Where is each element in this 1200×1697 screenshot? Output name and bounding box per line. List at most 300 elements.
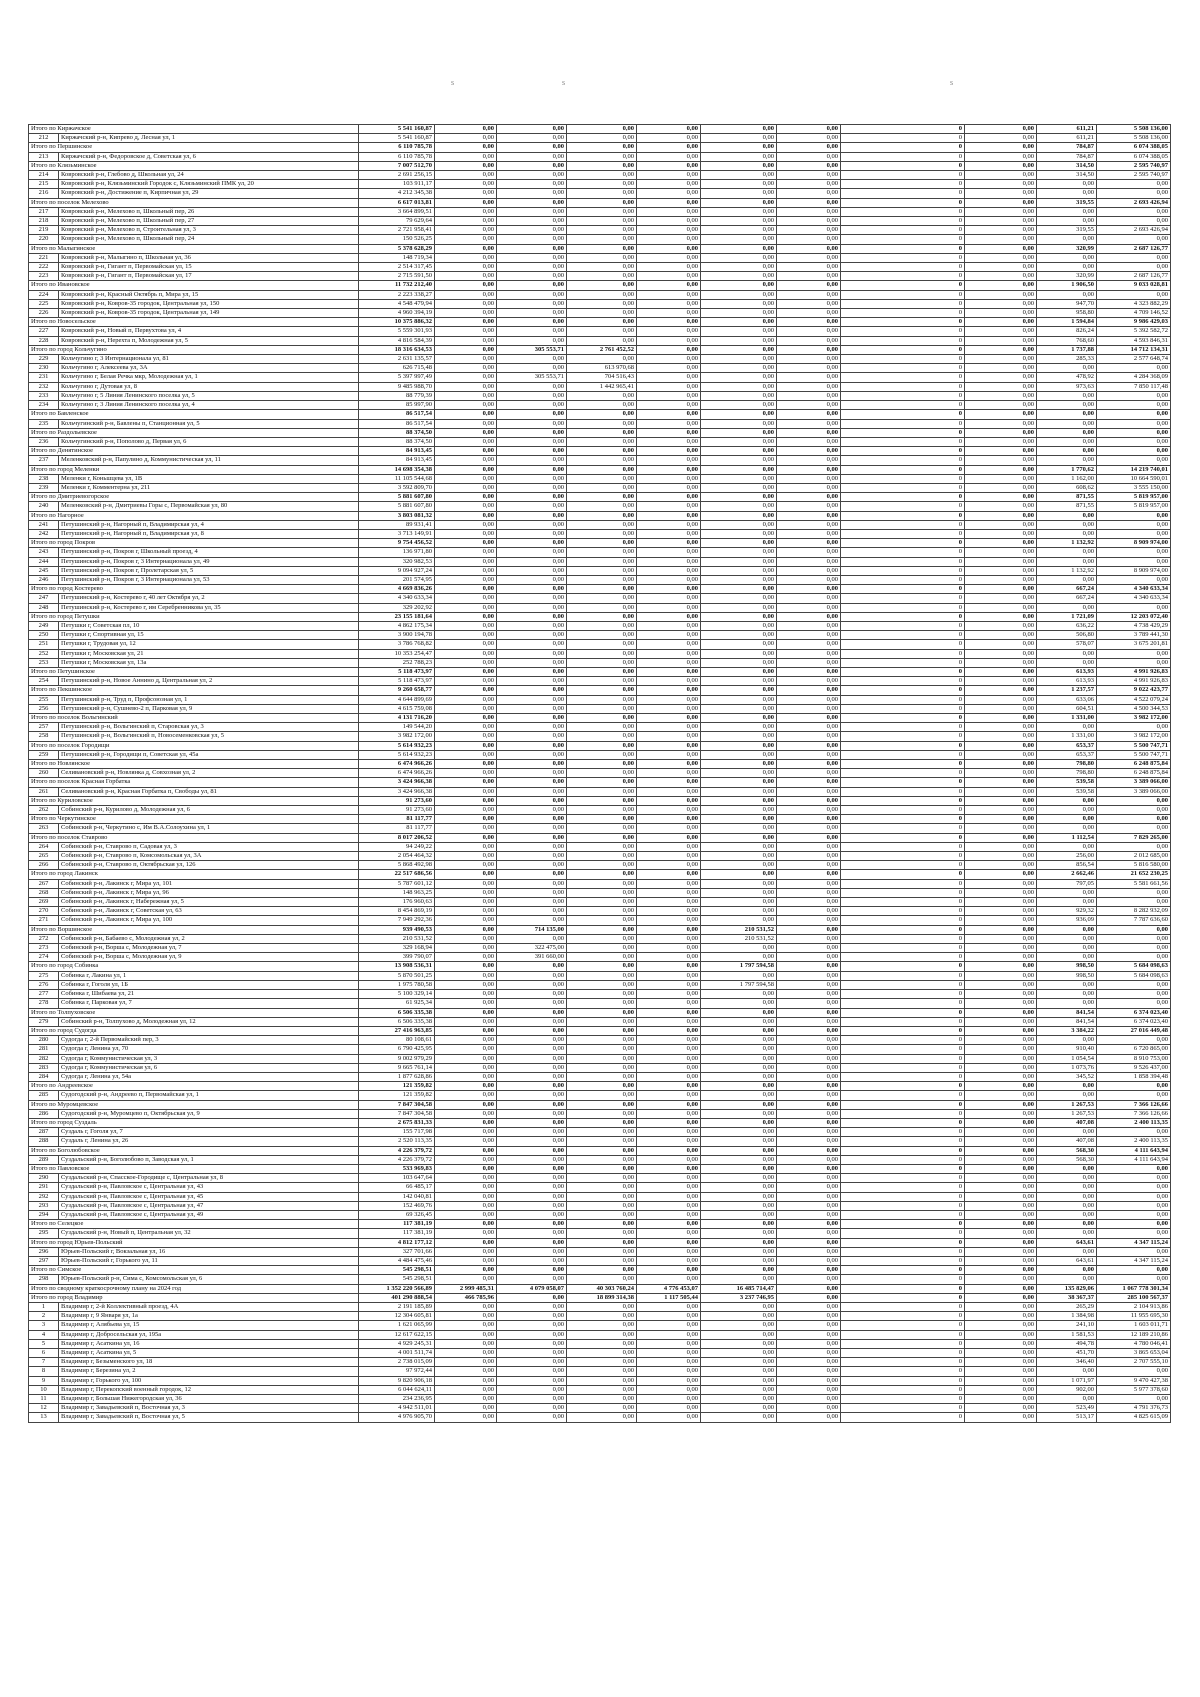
address-cell: Петушинский р-н, Покров г, Пролетарская ул, 5 <box>59 566 359 575</box>
row-number: 228 <box>29 336 59 345</box>
scan-marks <box>0 78 1200 88</box>
value-cell: 0,00 <box>965 778 1037 787</box>
value-cell: 0,00 <box>567 1376 637 1385</box>
value-cell: 0,00 <box>965 852 1037 861</box>
value-cell: 0,00 <box>965 1164 1037 1173</box>
value-cell: 0,00 <box>637 760 701 769</box>
value-cell: 0,00 <box>567 695 637 704</box>
table-row <box>29 1330 1171 1339</box>
value-cell: 0,00 <box>965 529 1037 538</box>
row-number: 254 <box>29 677 59 686</box>
value-cell: 0,00 <box>435 1155 497 1164</box>
value-cell: 0 <box>841 1339 965 1348</box>
row-number: 259 <box>29 750 59 759</box>
table-row <box>29 327 1171 336</box>
value-cell: 0,00 <box>701 281 777 290</box>
value-cell: 0,00 <box>567 1128 637 1137</box>
value-cell: 0,00 <box>567 1192 637 1201</box>
value-cell: 0,00 <box>567 419 637 428</box>
value-cell: 0,00 <box>1037 391 1097 400</box>
value-cell: 0,00 <box>777 1109 841 1118</box>
address-cell: Собинский р-н, Ворша с, Молодежная ул, 7 <box>59 944 359 953</box>
value-cell: 0,00 <box>637 806 701 815</box>
value-cell: 0,00 <box>637 180 701 189</box>
value-cell: 0 <box>841 1026 965 1035</box>
value-cell: 1 906,50 <box>1037 281 1097 290</box>
value-cell: 0,00 <box>1097 1201 1171 1210</box>
value-cell: 0 <box>841 704 965 713</box>
value-cell: 5 684 098,63 <box>1097 971 1171 980</box>
address-cell: Собинский р-н, Лакинск г, Мира ул, 101 <box>59 879 359 888</box>
value-cell: 0,00 <box>637 281 701 290</box>
value-cell: 0,00 <box>567 815 637 824</box>
value-cell: 1 267,53 <box>1037 1109 1097 1118</box>
value-cell: 0,00 <box>1037 1367 1097 1376</box>
value-cell: 4 991 926,83 <box>1097 677 1171 686</box>
value-cell: 0,00 <box>637 1091 701 1100</box>
value-cell: 0,00 <box>567 658 637 667</box>
address-cell: Меленковский р-н, Папулино д, Коммунистическая ул, 11 <box>59 456 359 465</box>
value-cell: 0,00 <box>701 732 777 741</box>
value-cell: 936,09 <box>1037 916 1097 925</box>
value-cell: 0 <box>841 1293 965 1302</box>
value-cell: 0,00 <box>435 1054 497 1063</box>
table-row <box>29 1339 1171 1348</box>
value-cell: 0,00 <box>1037 1183 1097 1192</box>
value-cell: 0,00 <box>777 1210 841 1219</box>
value-cell: 0,00 <box>1097 428 1171 437</box>
value-cell: 0,00 <box>701 658 777 667</box>
value-cell: 0,00 <box>701 1229 777 1238</box>
value-cell: 0,00 <box>435 852 497 861</box>
value-cell: 841,54 <box>1037 1008 1097 1017</box>
value-cell: 0,00 <box>435 134 497 143</box>
value-cell: 0,00 <box>1037 437 1097 446</box>
value-cell: 0 <box>841 1072 965 1081</box>
value-cell: 0,00 <box>701 548 777 557</box>
value-cell: 0,00 <box>637 539 701 548</box>
value-cell: 0,00 <box>567 465 637 474</box>
value-cell: 0,00 <box>497 649 567 658</box>
value-cell: 0,00 <box>965 760 1037 769</box>
value-cell: 89 931,41 <box>359 520 435 529</box>
value-cell: 0,00 <box>777 447 841 456</box>
value-cell: 0,00 <box>701 1164 777 1173</box>
value-cell: 0,00 <box>497 419 567 428</box>
value-cell: 6 074 388,05 <box>1097 143 1171 152</box>
value-cell: 3 592 809,70 <box>359 483 435 492</box>
table-row <box>29 1183 1171 1192</box>
table-row <box>29 787 1171 796</box>
value-cell: 0,00 <box>777 806 841 815</box>
value-cell: 1 331,00 <box>1037 714 1097 723</box>
value-cell: 319,55 <box>1037 198 1097 207</box>
value-cell: 0,00 <box>637 1054 701 1063</box>
value-cell: 0,00 <box>777 474 841 483</box>
value-cell: 0,00 <box>777 649 841 658</box>
subtotal-row <box>29 612 1171 621</box>
value-cell: 1 384,98 <box>1037 1312 1097 1321</box>
row-number: 212 <box>29 134 59 143</box>
value-cell: 0,00 <box>435 686 497 695</box>
value-cell: 0,00 <box>965 382 1037 391</box>
value-cell: 0,00 <box>435 391 497 400</box>
value-cell: 0 <box>841 161 965 170</box>
value-cell: 0 <box>841 1275 965 1284</box>
subtotal-label: Итого по город Судогда <box>29 1026 359 1035</box>
value-cell: 0,00 <box>637 787 701 796</box>
value-cell: 0,00 <box>777 557 841 566</box>
value-cell: 5 819 957,00 <box>1097 493 1171 502</box>
value-cell: 0,00 <box>965 741 1037 750</box>
value-cell: 0,00 <box>497 815 567 824</box>
value-cell: 0,00 <box>637 548 701 557</box>
value-cell: 0,00 <box>701 207 777 216</box>
value-cell: 0,00 <box>435 787 497 796</box>
value-cell: 0 <box>841 1266 965 1275</box>
value-cell: 4 825 615,09 <box>1097 1413 1171 1422</box>
value-cell: 4 001 511,74 <box>359 1349 435 1358</box>
value-cell: 0,00 <box>777 171 841 180</box>
value-cell: 0,00 <box>637 529 701 538</box>
subtotal-label: Итого по Ивановское <box>29 281 359 290</box>
value-cell: 0,00 <box>701 1330 777 1339</box>
subtotal-row <box>29 1164 1171 1173</box>
value-cell: 0,00 <box>965 1036 1037 1045</box>
value-cell: 0,00 <box>435 244 497 253</box>
value-cell: 0,00 <box>435 861 497 870</box>
value-cell: 0,00 <box>637 833 701 842</box>
value-cell: 0,00 <box>777 355 841 364</box>
value-cell: 10 375 886,32 <box>359 318 435 327</box>
value-cell: 0,00 <box>637 1404 701 1413</box>
value-cell: 0,00 <box>637 1109 701 1118</box>
value-cell: 3 900 194,78 <box>359 631 435 640</box>
subtotal-label: Итого по Воршинское <box>29 925 359 934</box>
value-cell: 4 340 633,34 <box>1097 594 1171 603</box>
value-cell: 1 071,97 <box>1037 1376 1097 1385</box>
table-row <box>29 1395 1171 1404</box>
value-cell: 1 267,53 <box>1037 1100 1097 1109</box>
value-cell: 0,00 <box>777 1026 841 1035</box>
value-cell: 0,00 <box>701 226 777 235</box>
value-cell: 0,00 <box>637 1137 701 1146</box>
value-cell: 4 780 046,41 <box>1097 1339 1171 1348</box>
value-cell: 0,00 <box>637 566 701 575</box>
value-cell: 0,00 <box>637 686 701 695</box>
value-cell: 0,00 <box>777 1128 841 1137</box>
value-cell: 0,00 <box>777 309 841 318</box>
value-cell: 0,00 <box>435 1128 497 1137</box>
value-cell: 0,00 <box>965 621 1037 630</box>
address-cell: Петушинский р-н, Городищи п, Советская ул, 45а <box>59 750 359 759</box>
value-cell: 0,00 <box>567 870 637 879</box>
value-cell: 4 284 368,09 <box>1097 373 1171 382</box>
value-cell: 0 <box>841 741 965 750</box>
value-cell: 0,00 <box>701 704 777 713</box>
value-cell: 0,00 <box>701 741 777 750</box>
row-number: 7 <box>29 1358 59 1367</box>
value-cell: 0,00 <box>965 953 1037 962</box>
value-cell: 910,40 <box>1037 1045 1097 1054</box>
value-cell: 0,00 <box>1037 253 1097 262</box>
value-cell: 0,00 <box>1037 364 1097 373</box>
value-cell: 0,00 <box>637 272 701 281</box>
value-cell: 0 <box>841 336 965 345</box>
table-row <box>29 898 1171 907</box>
value-cell: 0,00 <box>637 171 701 180</box>
value-cell: 5 541 160,87 <box>359 134 435 143</box>
value-cell: 285 100 567,37 <box>1097 1293 1171 1302</box>
address-cell: Петушки г, Советская пл, 10 <box>59 621 359 630</box>
table-row <box>29 364 1171 373</box>
value-cell: 0 <box>841 557 965 566</box>
value-cell: 0,00 <box>965 437 1037 446</box>
value-cell: 0,00 <box>777 833 841 842</box>
value-cell: 0,00 <box>637 217 701 226</box>
value-cell: 0 <box>841 603 965 612</box>
value-cell: 0,00 <box>965 483 1037 492</box>
value-cell: 0,00 <box>701 1238 777 1247</box>
value-cell: 345,52 <box>1037 1072 1097 1081</box>
value-cell: 1 858 394,48 <box>1097 1072 1171 1081</box>
value-cell: 0,00 <box>435 888 497 897</box>
row-number: 255 <box>29 695 59 704</box>
value-cell: 4 079 058,07 <box>497 1284 567 1293</box>
value-cell: 0,00 <box>497 401 567 410</box>
value-cell: 973,63 <box>1037 382 1097 391</box>
value-cell: 0,00 <box>701 916 777 925</box>
address-cell: Кольчугинский р-н, Бавлены п, Станционная ул, 5 <box>59 419 359 428</box>
row-number: 224 <box>29 290 59 299</box>
value-cell: 2 595 740,97 <box>1097 171 1171 180</box>
value-cell: 0,00 <box>497 1358 567 1367</box>
value-cell: 81 117,77 <box>359 824 435 833</box>
value-cell: 0,00 <box>637 557 701 566</box>
row-number: 267 <box>29 879 59 888</box>
value-cell: 0,00 <box>1097 529 1171 538</box>
value-cell: 0,00 <box>965 410 1037 419</box>
value-cell: 0 <box>841 778 965 787</box>
value-cell: 0,00 <box>965 125 1037 134</box>
value-cell: 0,00 <box>1097 1036 1171 1045</box>
value-cell: 0,00 <box>435 1312 497 1321</box>
value-cell: 0,00 <box>497 1036 567 1045</box>
value-cell: 0,00 <box>777 667 841 676</box>
value-cell: 0,00 <box>637 1395 701 1404</box>
value-cell: 0,00 <box>1037 207 1097 216</box>
value-cell: 0,00 <box>965 198 1037 207</box>
row-number: 257 <box>29 723 59 732</box>
value-cell: 0,00 <box>777 1072 841 1081</box>
value-cell: 5 500 747,71 <box>1097 741 1171 750</box>
value-cell: 4 593 846,31 <box>1097 336 1171 345</box>
value-cell: 0,00 <box>637 483 701 492</box>
value-cell: 0,00 <box>435 566 497 575</box>
value-cell: 0,00 <box>777 1183 841 1192</box>
value-cell: 0,00 <box>965 217 1037 226</box>
value-cell: 0,00 <box>777 732 841 741</box>
subtotal-row <box>29 410 1171 419</box>
value-cell: 0,00 <box>497 714 567 723</box>
value-cell: 0 <box>841 806 965 815</box>
value-cell: 0,00 <box>701 1183 777 1192</box>
subtotal-label: Итого по город Покров <box>29 539 359 548</box>
subtotal-label: Итого по Новлянское <box>29 760 359 769</box>
value-cell: 0,00 <box>567 483 637 492</box>
value-cell: 0,00 <box>497 198 567 207</box>
value-cell: 0,00 <box>701 888 777 897</box>
value-cell: 0,00 <box>435 1376 497 1385</box>
value-cell: 4 862 175,34 <box>359 621 435 630</box>
value-cell: 0 <box>841 649 965 658</box>
value-cell: 0,00 <box>567 180 637 189</box>
value-cell: 0,00 <box>777 1036 841 1045</box>
value-cell: 0,00 <box>701 999 777 1008</box>
value-cell: 0 <box>841 594 965 603</box>
row-number: 239 <box>29 483 59 492</box>
value-cell: 653,37 <box>1037 741 1097 750</box>
value-cell: 0,00 <box>497 355 567 364</box>
value-cell: 929,32 <box>1037 907 1097 916</box>
value-cell: 0,00 <box>701 391 777 400</box>
subtotal-label: Итого по Симское <box>29 1266 359 1275</box>
value-cell: 0,00 <box>1037 824 1097 833</box>
subtotal-row <box>29 741 1171 750</box>
row-number: 237 <box>29 456 59 465</box>
value-cell: 0 <box>841 1238 965 1247</box>
subtotal-label: Итого по Боголюбовское <box>29 1146 359 1155</box>
value-cell: 0,00 <box>435 870 497 879</box>
value-cell: 0,00 <box>435 1266 497 1275</box>
row-number: 291 <box>29 1183 59 1192</box>
value-cell: 0,00 <box>637 769 701 778</box>
value-cell: 0,00 <box>965 557 1037 566</box>
value-cell: 0,00 <box>435 944 497 953</box>
value-cell: 0,00 <box>435 483 497 492</box>
value-cell: 0,00 <box>637 575 701 584</box>
table-row <box>29 309 1171 318</box>
subtotal-row <box>29 511 1171 520</box>
table-row <box>29 677 1171 686</box>
value-cell: 0,00 <box>567 1118 637 1127</box>
value-cell: 539,58 <box>1037 778 1097 787</box>
value-cell: 0,00 <box>777 1100 841 1109</box>
subtotal-label: Итого по Толпуховское <box>29 1008 359 1017</box>
value-cell: 0,00 <box>701 631 777 640</box>
value-cell: 0,00 <box>965 401 1037 410</box>
value-cell: 0,00 <box>637 1008 701 1017</box>
value-cell: 0,00 <box>965 704 1037 713</box>
value-cell: 0,00 <box>567 879 637 888</box>
row-number: 252 <box>29 649 59 658</box>
value-cell: 0,00 <box>637 695 701 704</box>
value-cell: 0 <box>841 1229 965 1238</box>
value-cell: 0,00 <box>637 649 701 658</box>
value-cell: 0,00 <box>637 511 701 520</box>
value-cell: 5 870 501,25 <box>359 971 435 980</box>
value-cell: 0,00 <box>701 1137 777 1146</box>
value-cell: 0,00 <box>965 566 1037 575</box>
value-cell: 0,00 <box>777 1413 841 1422</box>
value-cell: 1 975 780,58 <box>359 980 435 989</box>
value-cell: 0,00 <box>777 824 841 833</box>
value-cell: 0,00 <box>435 180 497 189</box>
value-cell: 0,00 <box>777 1293 841 1302</box>
value-cell: 0,00 <box>567 1210 637 1219</box>
value-cell: 210 531,52 <box>701 934 777 943</box>
table-row <box>29 1404 1171 1413</box>
value-cell: 0,00 <box>701 760 777 769</box>
value-cell: 0,00 <box>1037 290 1097 299</box>
value-cell: 0 <box>841 539 965 548</box>
table-row <box>29 483 1171 492</box>
value-cell: 0,00 <box>497 1330 567 1339</box>
value-cell: 0,00 <box>497 1054 567 1063</box>
value-cell: 0,00 <box>1097 603 1171 612</box>
value-cell: 3 803 081,32 <box>359 511 435 520</box>
value-cell: 3 982 172,00 <box>359 732 435 741</box>
value-cell: 5 508 136,00 <box>1097 134 1171 143</box>
value-cell: 0,00 <box>1037 1201 1097 1210</box>
value-cell: 2 761 452,52 <box>567 345 637 354</box>
value-cell: 704 516,43 <box>567 373 637 382</box>
value-cell: 0,00 <box>567 125 637 134</box>
value-cell: 0,00 <box>777 1229 841 1238</box>
value-cell: 0,00 <box>435 640 497 649</box>
address-cell: Юрьев-Польский г, Горького ул, 11 <box>59 1256 359 1265</box>
value-cell: 0,00 <box>497 723 567 732</box>
value-cell: 0,00 <box>965 143 1037 152</box>
value-cell: 0,00 <box>777 152 841 161</box>
value-cell: 0,00 <box>435 1082 497 1091</box>
address-cell: Суздальский р-н, Спасское-Городище с, Центральная ул, 8 <box>59 1174 359 1183</box>
value-cell: 2 012 685,00 <box>1097 852 1171 861</box>
row-number: 216 <box>29 189 59 198</box>
value-cell: 0,00 <box>567 217 637 226</box>
value-cell: 0,00 <box>497 750 567 759</box>
value-cell: 0,00 <box>777 1247 841 1256</box>
value-cell: 0,00 <box>497 1413 567 1422</box>
address-cell: Петушинский р-н, Костерево г, им Серебренникова ул, 35 <box>59 603 359 612</box>
value-cell: 0,00 <box>701 217 777 226</box>
table-row <box>29 217 1171 226</box>
value-cell: 0,00 <box>567 1256 637 1265</box>
value-cell: 2 687 126,77 <box>1097 272 1171 281</box>
value-cell: 12 189 210,86 <box>1097 1330 1171 1339</box>
value-cell: 667,24 <box>1037 585 1097 594</box>
subtotal-row <box>29 833 1171 842</box>
value-cell: 0,00 <box>965 336 1037 345</box>
value-cell: 0,00 <box>497 980 567 989</box>
value-cell: 0,00 <box>435 842 497 851</box>
value-cell: 0,00 <box>567 1008 637 1017</box>
value-cell: 0,00 <box>637 290 701 299</box>
value-cell: 0 <box>841 861 965 870</box>
value-cell: 7 366 126,66 <box>1097 1100 1171 1109</box>
address-cell: Судогодский р-н, Андреево п, Первомайская ул, 1 <box>59 1091 359 1100</box>
value-cell: 0,00 <box>701 1008 777 1017</box>
value-cell: 320,99 <box>1037 244 1097 253</box>
value-cell: 0,00 <box>777 741 841 750</box>
value-cell: 2 662,46 <box>1037 870 1097 879</box>
address-cell: Ковровский р-н, Красный Октябрь п, Мира ул, 15 <box>59 290 359 299</box>
value-cell: 69 326,45 <box>359 1210 435 1219</box>
value-cell: 2 675 831,33 <box>359 1118 435 1127</box>
value-cell: 0,00 <box>777 1349 841 1358</box>
address-cell: Владимир г, Завадьевский п, Восточная ул, 3 <box>59 1404 359 1413</box>
value-cell: 0,00 <box>435 934 497 943</box>
